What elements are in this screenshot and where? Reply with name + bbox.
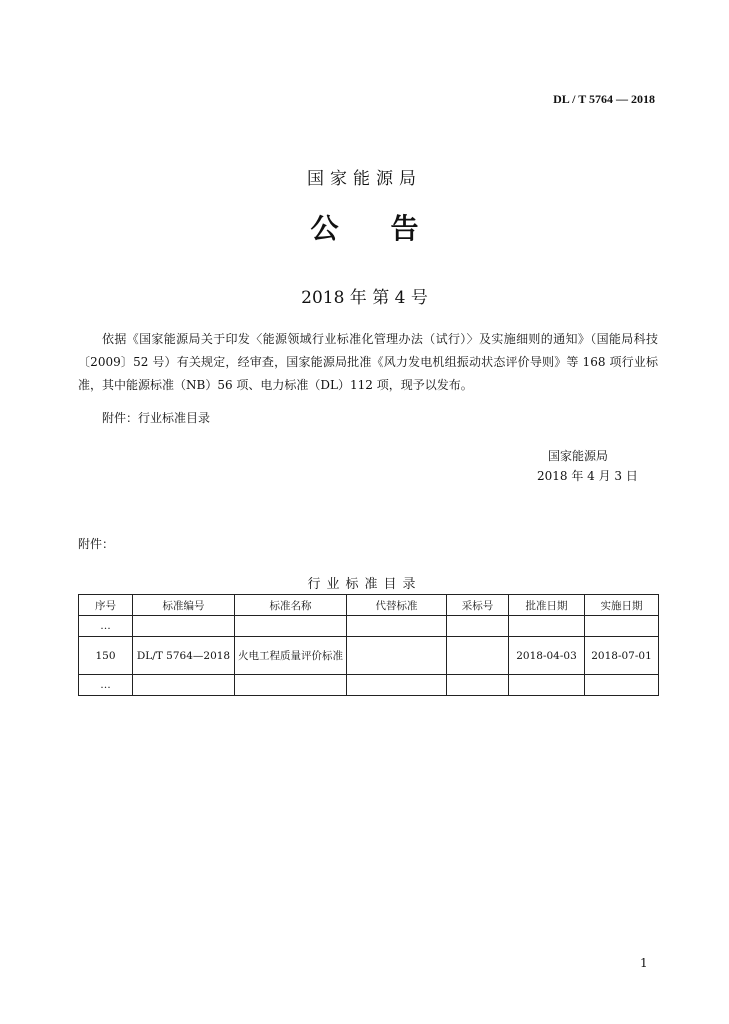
- table-cell: [235, 675, 347, 696]
- header-replaced-standard: 代替标准: [347, 595, 447, 616]
- table-cell: …: [79, 616, 133, 637]
- table-row: [79, 675, 659, 696]
- table-cell: [133, 675, 235, 696]
- table-title: 行业标准目录: [307, 577, 422, 592]
- signature-organization: 国家能源局: [548, 449, 609, 463]
- table-cell: [509, 675, 585, 696]
- table-cell: [585, 616, 659, 637]
- header-adoption-number: 采标号: [447, 595, 509, 616]
- issue-number: 2018 年 第 4 号: [301, 288, 428, 308]
- table-cell: …: [79, 675, 133, 696]
- page-number: 1: [640, 956, 648, 970]
- header-implementation-date: 实施日期: [585, 595, 659, 616]
- table-cell: 2018-04-03: [509, 637, 585, 675]
- table-cell: [133, 616, 235, 637]
- table-cell: 150: [79, 637, 133, 675]
- signature-date: 2018 年 4 月 3 日: [537, 469, 638, 483]
- notice-body: 依据《国家能源局关于印发〈能源领域行业标准化管理办法（试行）〉及实施细则的通知》（国能局科技〔2009〕52 号）有关规定，经审查，国家能源局批准《风力发电机组振动状态评价导则》等 168 项行业标准，其中能源标准（NB）56 项、电力标准（DL）112 项，现予以发布。: [78, 332, 658, 392]
- attachment-label: 附件：: [78, 537, 115, 551]
- table-cell: DL/T 5764—2018: [133, 637, 235, 675]
- table-cell: [585, 675, 659, 696]
- table-cell: [509, 616, 585, 637]
- table-cell: [235, 616, 347, 637]
- table-cell: [447, 637, 509, 675]
- header-standard-name: 标准名称: [235, 595, 347, 616]
- standard-code: DL / T 5764 — 2018: [553, 92, 655, 106]
- table-cell: [347, 675, 447, 696]
- attachment-reference: 附件：行业标准目录: [102, 411, 211, 425]
- header-standard-code: 标准编号: [133, 595, 235, 616]
- header-approval-date: 批准日期: [509, 595, 585, 616]
- table-cell: [347, 616, 447, 637]
- notice-title: 公告: [310, 212, 471, 245]
- table-cell: [347, 637, 447, 675]
- table-cell: 2018-07-01: [585, 637, 659, 675]
- table-cell: 火电工程质量评价标准: [235, 637, 347, 675]
- table-row: [79, 637, 659, 675]
- table-header-row: [79, 595, 659, 616]
- table-row: [79, 616, 659, 637]
- standards-table: [78, 594, 659, 696]
- table-cell: [447, 675, 509, 696]
- table-cell: [447, 616, 509, 637]
- issuer-name: 国家能源局: [307, 169, 422, 189]
- header-serial: 序号: [79, 595, 133, 616]
